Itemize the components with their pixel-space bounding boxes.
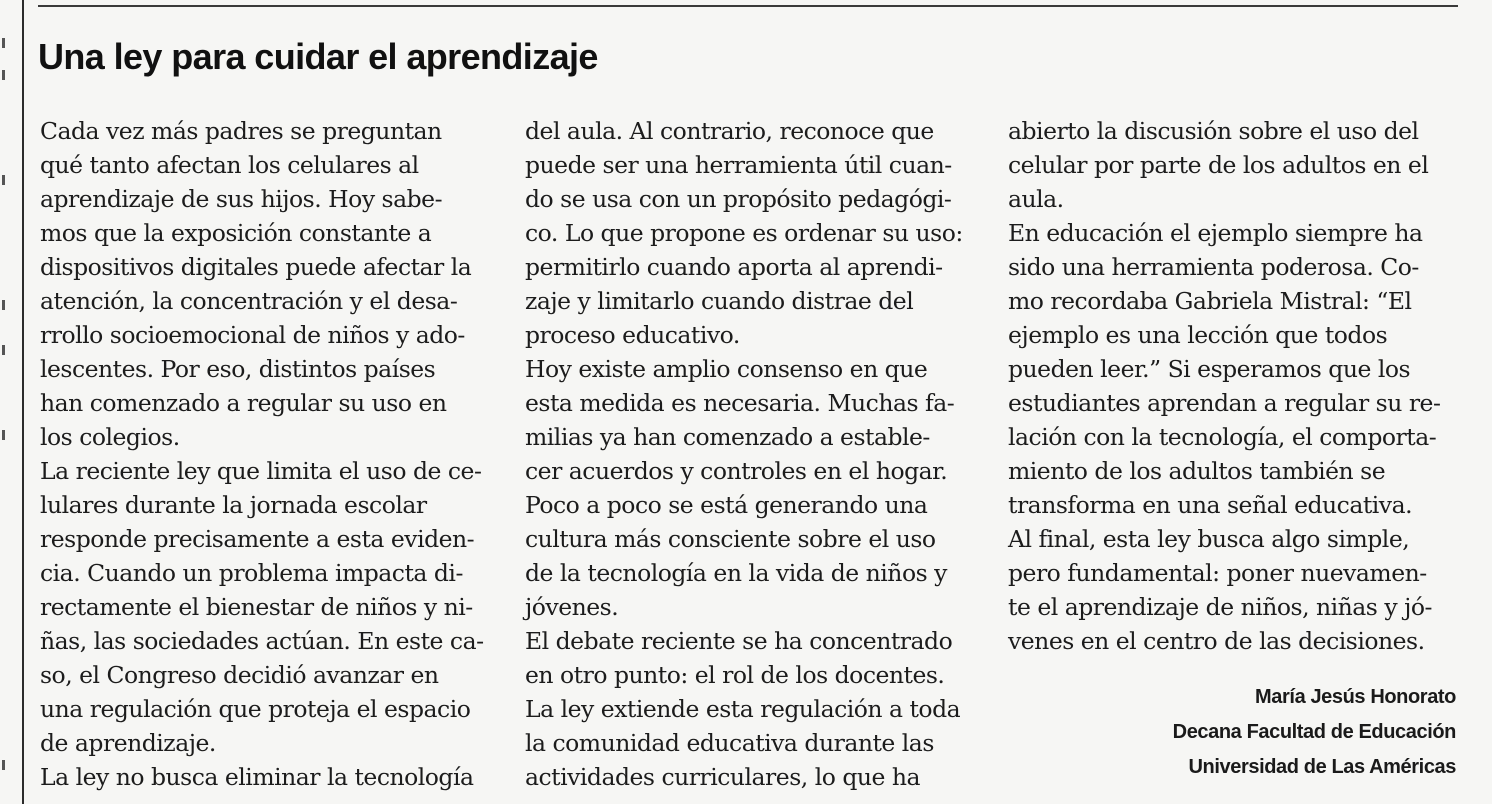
text-line: ejemplo es una lección que todos	[1008, 321, 1388, 349]
text-line: celular por parte de los adultos en el	[1008, 151, 1429, 179]
text-line: la comunidad educativa durante las	[525, 729, 934, 757]
author-signature	[1173, 680, 1456, 785]
text-line: do se usa con un propósito pedagógi-	[525, 185, 952, 213]
text-line: El debate reciente se ha concentrado	[525, 627, 953, 655]
text-line: en otro punto: el rol de los docentes.	[525, 661, 945, 689]
text-line: una regulación que proteja el espacio	[40, 695, 471, 723]
text-line: Cada vez más padres se preguntan	[40, 117, 442, 145]
author-institution: Universidad de Las Américas	[1188, 756, 1456, 778]
text-line: Hoy existe amplio consenso en que	[525, 355, 928, 383]
text-line: transforma en una señal educativa.	[1008, 491, 1413, 519]
text-line: pero fundamental: poner nuevamen-	[1008, 559, 1427, 587]
text-line: lulares durante la jornada escolar	[40, 491, 427, 519]
text-line: pueden leer.” Si esperamos que los	[1008, 355, 1411, 383]
text-line: dispositivos digitales puede afectar la	[40, 253, 472, 281]
text-line: de la tecnología en la vida de niños y	[525, 559, 947, 587]
text-line: sido una herramienta poderosa. Co-	[1008, 253, 1419, 281]
text-line: actividades curriculares, lo que ha	[525, 763, 921, 791]
text-line: rectamente el bienestar de niños y ni-	[40, 593, 473, 621]
article-column-3	[1008, 114, 1468, 658]
text-line: los colegios.	[40, 423, 180, 451]
text-line: rrollo socioemocional de niños y ado-	[40, 321, 465, 349]
article-column-1	[40, 114, 500, 794]
text-line: venes en el centro de las decisiones.	[1008, 627, 1425, 655]
text-line: En educación el ejemplo siempre ha	[1008, 219, 1423, 247]
text-line: abierto la discusión sobre el uso del	[1008, 117, 1419, 145]
text-line: mos que la exposición constante a	[40, 219, 432, 247]
text-line: La reciente ley que limita el uso de ce-	[40, 457, 482, 485]
text-line: de aprendizaje.	[40, 729, 216, 757]
left-column-rule	[22, 0, 24, 804]
text-line: han comenzado a regular su uso en	[40, 389, 447, 417]
text-line: cer acuerdos y controles en el hogar.	[525, 457, 948, 485]
text-line: responde precisamente a esta eviden-	[40, 525, 475, 553]
text-line: estudiantes aprendan a regular su re-	[1008, 389, 1441, 417]
text-line: esta medida es necesaria. Muchas fa-	[525, 389, 955, 417]
text-line: cultura más consciente sobre el uso	[525, 525, 936, 553]
text-line: del aula. Al contrario, reconoce que	[525, 117, 934, 145]
text-line: lescentes. Por eso, distintos países	[40, 355, 436, 383]
top-rule	[38, 5, 1458, 7]
text-line: aprendizaje de sus hijos. Hoy sabe-	[40, 185, 443, 213]
text-line: atención, la concentración y el desa-	[40, 287, 458, 315]
text-line: ñas, las sociedades actúan. En este ca-	[40, 627, 484, 655]
page-edge-marks	[0, 0, 10, 804]
text-line: co. Lo que propone es ordenar su uso:	[525, 219, 963, 247]
author-name: María Jesús Honorato	[1255, 686, 1456, 708]
text-line: permitirlo cuando aporta al aprendi-	[525, 253, 943, 281]
text-line: La ley no busca eliminar la tecnología	[40, 763, 474, 791]
text-line: proceso educativo.	[525, 321, 740, 349]
text-line: milias ya han comenzado a estable-	[525, 423, 930, 451]
article-column-2	[525, 114, 985, 794]
text-line: jóvenes.	[525, 593, 619, 621]
author-role: Decana Facultad de Educación	[1172, 721, 1456, 743]
text-line: zaje y limitarlo cuando distrae del	[525, 287, 914, 315]
text-line: Poco a poco se está generando una	[525, 491, 928, 519]
text-line: La ley extiende esta regulación a toda	[525, 695, 961, 723]
text-line: Al final, esta ley busca algo simple,	[1008, 525, 1410, 553]
text-line: miento de los adultos también se	[1008, 457, 1386, 485]
text-line: te el aprendizaje de niños, niñas y jó-	[1008, 593, 1432, 621]
text-line: cia. Cuando un problema impacta di-	[40, 559, 463, 587]
text-line: puede ser una herramienta útil cuan-	[525, 151, 952, 179]
article-headline: Una ley para cuidar el aprendizaje	[38, 36, 598, 77]
text-line: lación con la tecnología, el comporta-	[1008, 423, 1437, 451]
text-line: qué tanto afectan los celulares al	[40, 151, 419, 179]
text-line: so, el Congreso decidió avanzar en	[40, 661, 439, 689]
text-line: mo recordaba Gabriela Mistral: “El	[1008, 287, 1412, 315]
text-line: aula.	[1008, 185, 1064, 213]
